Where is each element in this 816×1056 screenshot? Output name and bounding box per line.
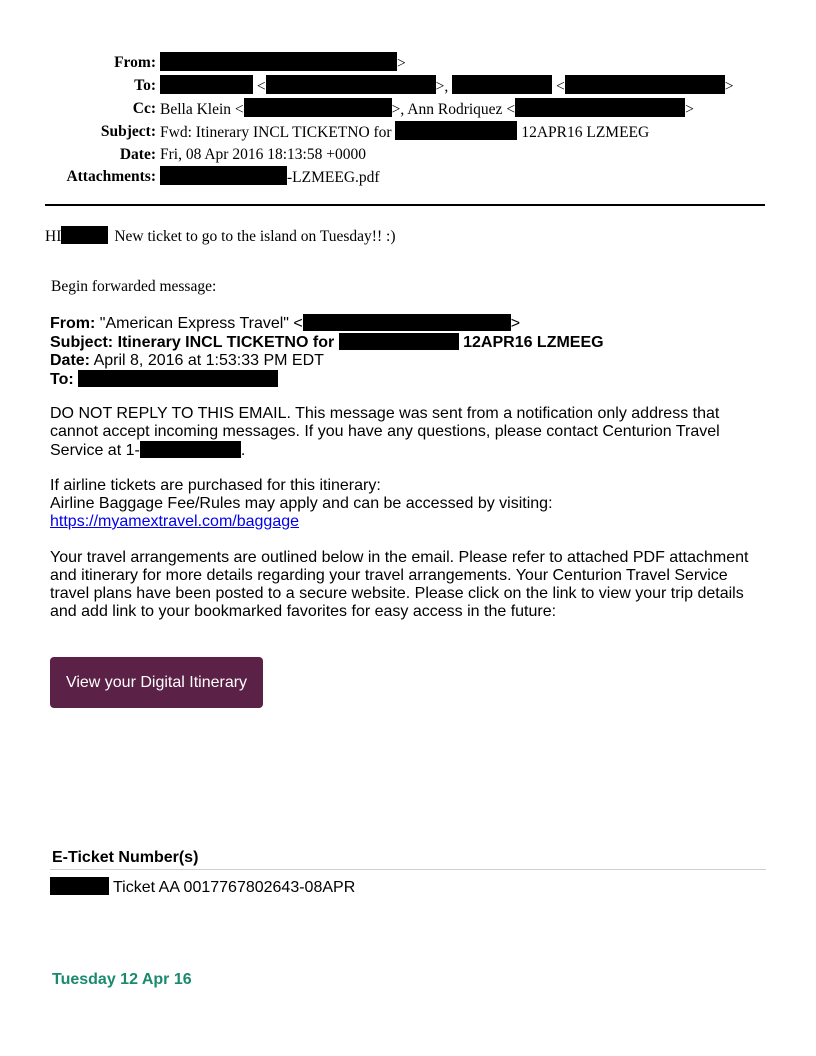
- subject-text: Fwd: Itinerary INCL TICKETNO for: [160, 124, 392, 141]
- subject-label: Subject:: [100, 123, 156, 140]
- redacted-block: [395, 121, 517, 140]
- redacted-block: [160, 75, 253, 94]
- from-label: From:: [114, 54, 156, 71]
- fwd-date-label: Date:: [50, 352, 91, 369]
- attachments-label: Attachments:: [66, 168, 156, 185]
- fwd-subject-label: Subject:: [50, 334, 114, 351]
- email-header: [0, 52, 816, 189]
- redacted-block: [303, 314, 511, 331]
- cc-label: Cc:: [132, 100, 156, 117]
- redacted-block: [266, 75, 436, 94]
- fwd-from-name: "American Express Travel" <: [99, 315, 303, 332]
- date-label: Date:: [119, 146, 156, 163]
- eticket-row: [50, 877, 355, 897]
- baggage-paragraph: If airline tickets are purchased for this itinerary: Airline Baggage Fee/Rules may apply and can be accessed by visiting: https://myamextravel.com/baggage: [50, 477, 553, 530]
- fwd-date-value: April 8, 2016 at 1:53:33 PM EDT: [93, 352, 324, 369]
- redacted-block: [565, 75, 725, 94]
- arrangements-paragraph: Your travel arrangements are outlined below in the email. Please refer to attached PDF attachment and itinerary for more details regarding your travel arrangements. Your Centurion Travel Service travel plans have been posted to a secure website. Please click on the link to view your trip details and add link to your bookmarked favorites for easy access in the future:: [50, 549, 749, 620]
- note-text: New ticket to go to the island on Tuesday!! :): [114, 228, 396, 245]
- forwarded-intro: Begin forwarded message:: [51, 278, 217, 295]
- redacted-block: [50, 877, 109, 895]
- eticket-heading: E-Ticket Number(s): [52, 849, 199, 866]
- date-value: Fri, 08 Apr 2016 18:13:58 +0000: [160, 146, 366, 163]
- redacted-block: [61, 226, 108, 244]
- forwarded-header: [50, 314, 604, 389]
- baggage-link[interactable]: https://myamextravel.com/baggage: [50, 513, 300, 530]
- do-not-reply-paragraph: DO NOT REPLY TO THIS EMAIL. This message was sent from a notification only address that cannot accept incoming messages. If you have any questions, please contact Centurion Travel Service at 1- .: [50, 405, 720, 459]
- header-to-row: To: < >, < >: [0, 75, 816, 98]
- fwd-subject-text: Itinerary INCL TICKETNO for: [117, 334, 335, 351]
- subject-suffix: 12APR16 LZMEEG: [521, 124, 650, 141]
- redacted-block: [160, 52, 397, 71]
- fwd-date-row: [50, 352, 604, 370]
- eticket-divider: [50, 869, 766, 870]
- header-date-row: [0, 144, 816, 166]
- fwd-from-label: From:: [50, 315, 96, 332]
- fwd-to-row: [50, 370, 604, 389]
- attachment-link[interactable]: -LZMEEG.pdf: [287, 169, 380, 186]
- personal-note: [45, 226, 395, 246]
- header-divider: [45, 204, 765, 206]
- fwd-subject-row: [50, 333, 604, 352]
- redacted-block: [244, 98, 392, 117]
- fwd-from-row: From: "American Express Travel" < >: [50, 315, 521, 332]
- redacted-block: [515, 98, 685, 117]
- cc-name-1: Bella Klein: [160, 101, 232, 118]
- fwd-subject-suffix: 12APR16 LZMEEG: [463, 334, 604, 351]
- redacted-block: [160, 166, 287, 185]
- itinerary-date-heading: Tuesday 12 Apr 16: [52, 971, 192, 988]
- redacted-block: [78, 370, 278, 387]
- note-greeting: HI: [45, 228, 62, 245]
- cc-name-2: Ann Rodriquez: [407, 101, 503, 118]
- header-subject-row: [0, 121, 816, 144]
- redacted-block: [140, 441, 241, 458]
- header-attachments-row: [0, 166, 816, 189]
- header-cc-row: Cc: Bella Klein < >, Ann Rodriquez < >: [0, 98, 816, 121]
- fwd-to-label: To:: [50, 371, 74, 388]
- to-label: To:: [134, 77, 156, 94]
- header-from-row: From: >: [0, 52, 816, 75]
- view-digital-itinerary-button[interactable]: View your Digital Itinerary: [50, 657, 263, 708]
- redacted-block: [452, 75, 552, 94]
- eticket-number: Ticket AA 0017767802643-08APR: [113, 879, 356, 896]
- redacted-block: [339, 333, 459, 350]
